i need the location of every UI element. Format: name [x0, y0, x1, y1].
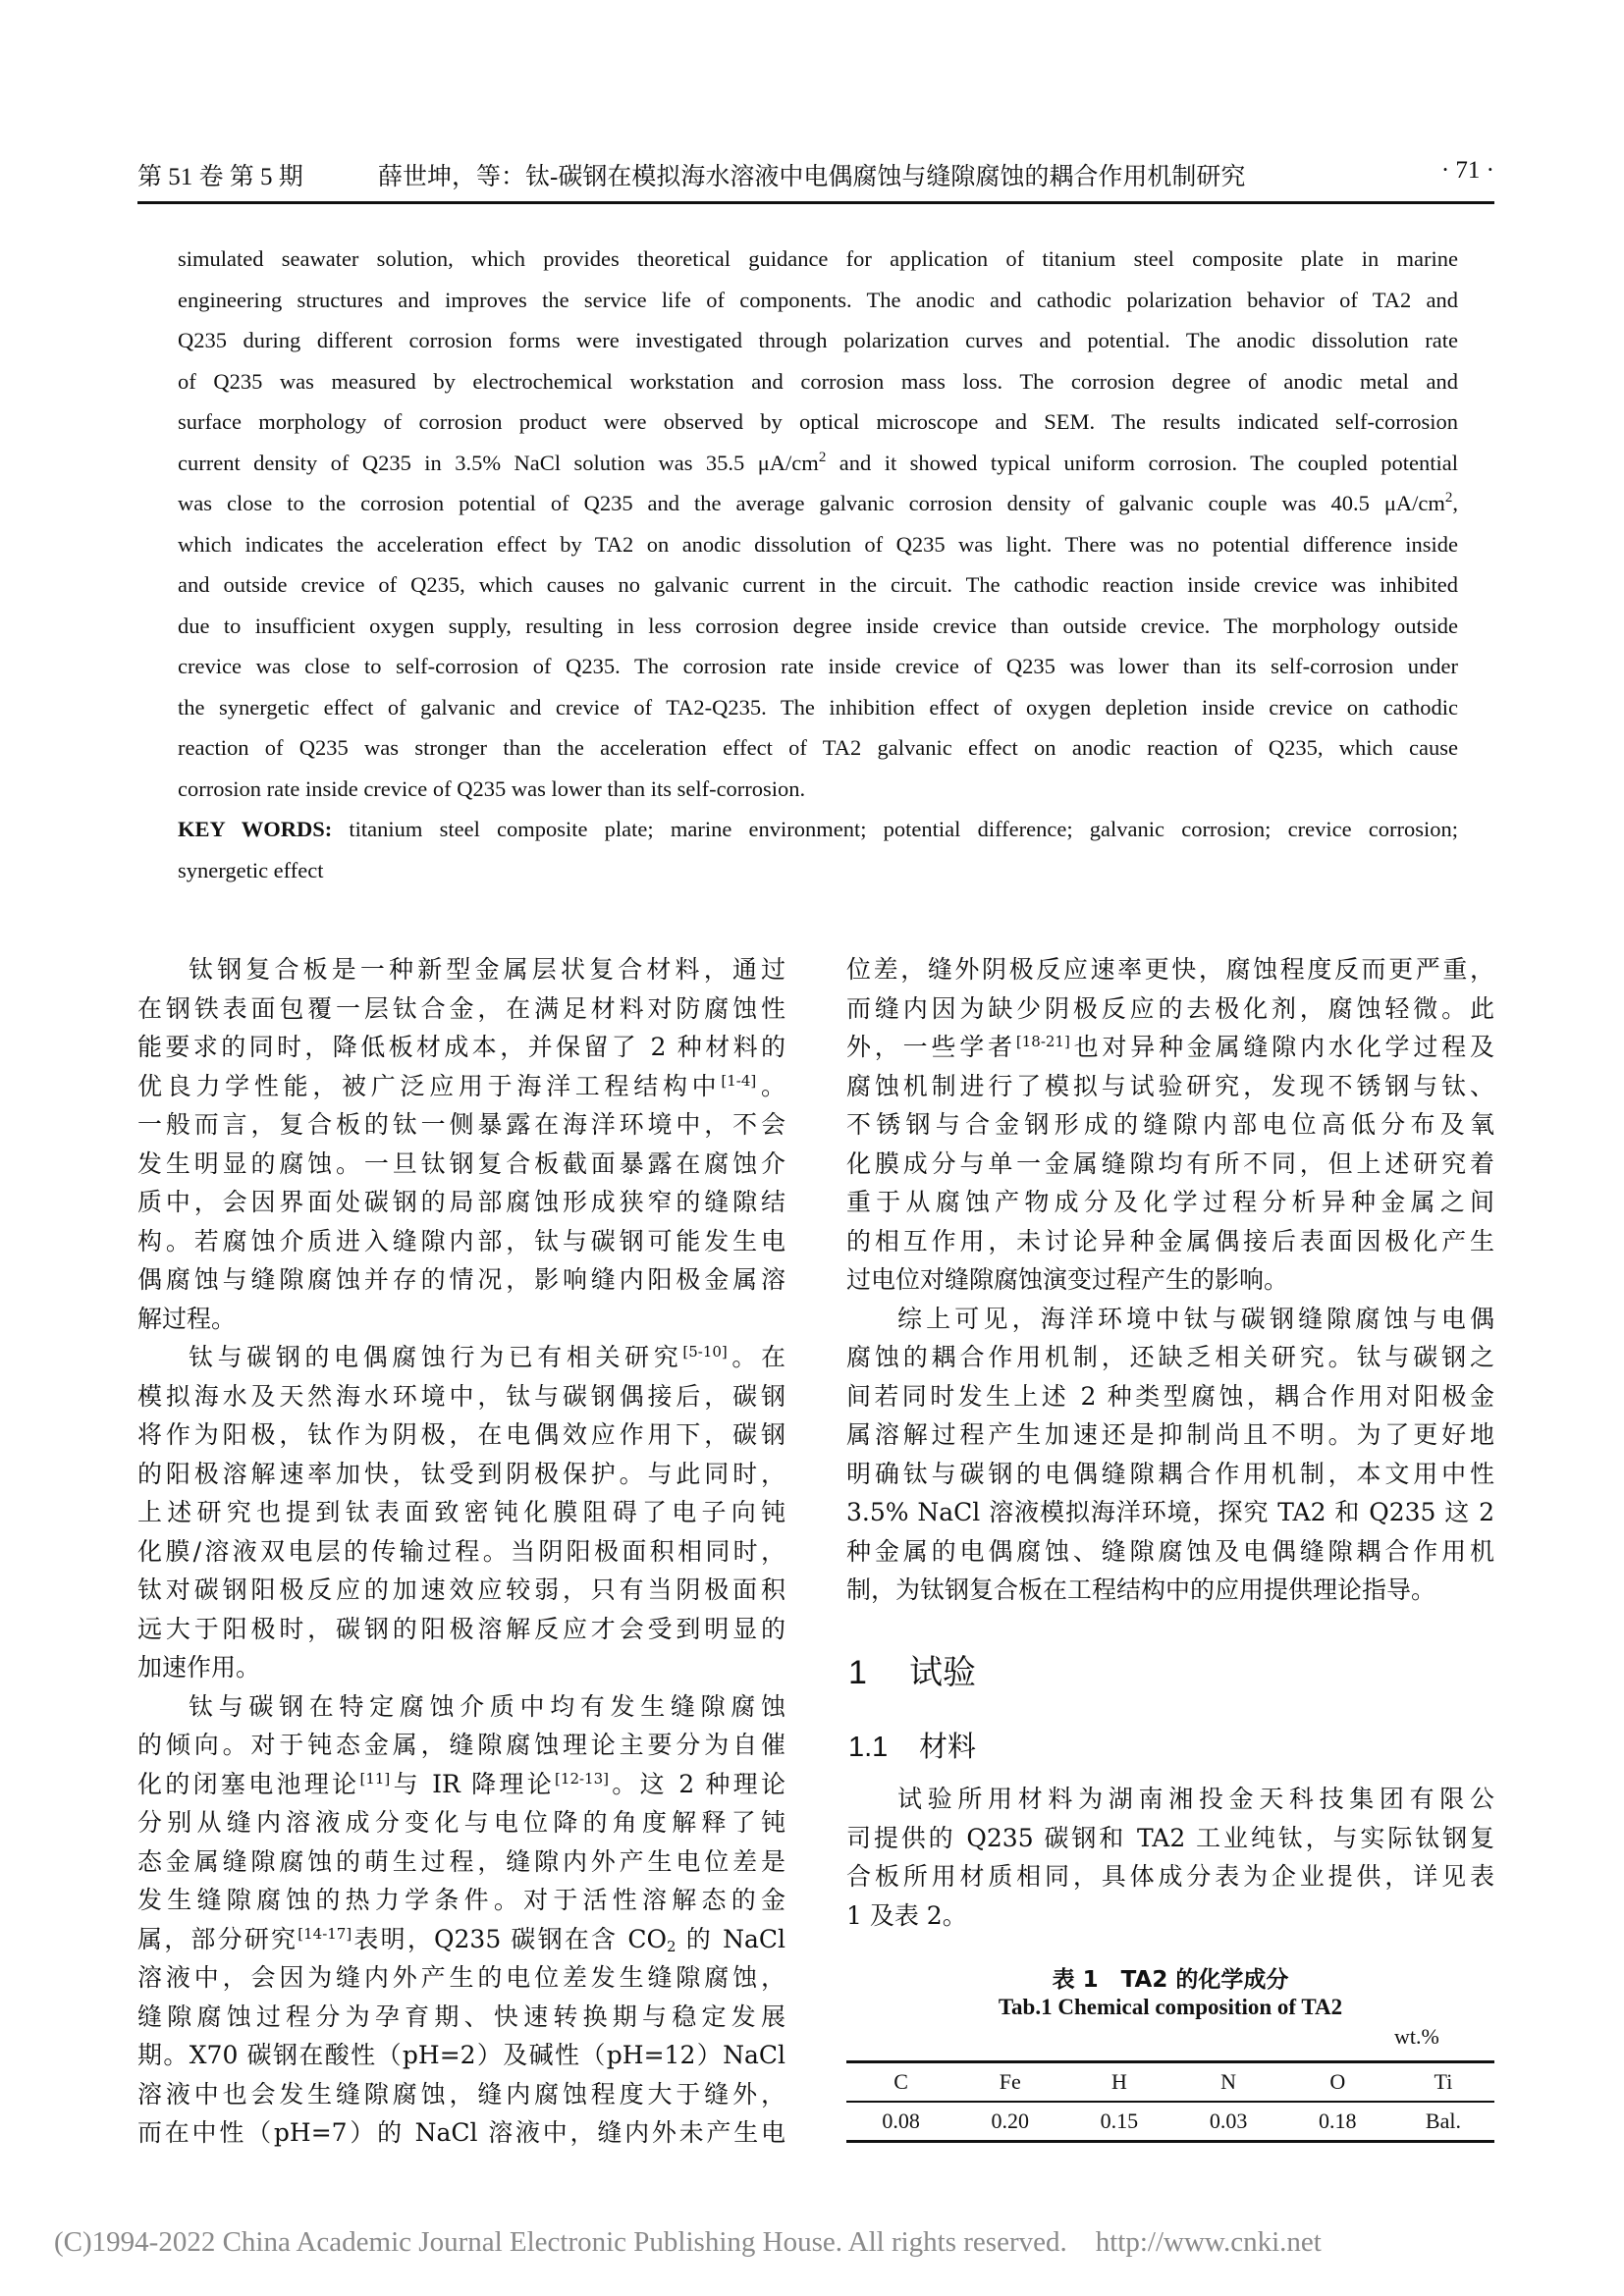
subsection-heading [848, 1725, 976, 1765]
citation-superscript: [14-17] [298, 1924, 352, 1943]
keywords-line [178, 850, 1458, 891]
text-run: 溶液中也会发生缝隙腐蚀，缝内腐蚀程度大于缝外， [137, 2079, 785, 2109]
page-number: · 71 · [1440, 157, 1494, 184]
text-run: and it showed typical uniform corrosion. The coupled potential [826, 450, 1458, 475]
text-line [137, 1145, 785, 1184]
text-run: 钛与碳钢的电偶腐蚀行为已有相关研究 [189, 1343, 683, 1371]
text-line [137, 1260, 785, 1300]
table-cell: Bal. [1425, 2109, 1461, 2133]
composition-table [846, 2060, 1494, 2143]
text-line [137, 1687, 785, 1727]
text-line [137, 1958, 785, 1998]
citation-superscript: 2 [1444, 490, 1453, 506]
text-run: 明确钛与碳钢的电偶缝隙耦合作用机制，本文用中性 [846, 1459, 1494, 1488]
text-run: which indicates the acceleration effect by TA2 on anodic dissolution of Q235 was light. There was no potential difference inside [178, 531, 1458, 557]
text-line [137, 1377, 785, 1416]
text-run: 优良力学性能，被广泛应用于海洋工程结构中 [137, 1071, 722, 1100]
table-header-cell: N [1220, 2069, 1237, 2094]
text-run: simulated seawater solution, which provides theoretical guidance for application of titanium steel composite plate in marine [178, 246, 1458, 271]
paragraph [846, 1780, 1494, 1935]
text-line [846, 989, 1494, 1029]
abstract-line [178, 280, 1458, 321]
abstract-line [178, 361, 1458, 402]
table-cell: 0.18 [1319, 2109, 1357, 2133]
text-run: was close to the corrosion potential of Q235 and the average galvanic corrosion density of galvanic couple was 40.5 μA/cm [178, 491, 1445, 515]
text-line [137, 1105, 785, 1145]
citation-superscript: [11] [359, 1769, 391, 1788]
text-run: 远大于阳极时，碳钢的阳极溶解反应才会受到明显的 [137, 1614, 785, 1643]
running-head [137, 157, 1494, 192]
text-line [137, 1765, 785, 1804]
text-run: 也对异种金属缝隙内水化学过程及 [1069, 1033, 1494, 1061]
abstract-line [178, 606, 1458, 647]
text-line [846, 950, 1494, 989]
text-line [137, 1803, 785, 1842]
text-line [846, 1067, 1494, 1106]
text-run: 合板所用材质相同，具体成分表为企业提供，详见表 [846, 1862, 1494, 1891]
citation-superscript: [18-21] [1015, 1033, 1070, 1050]
table-caption-cn: 表 1 TA2 的化学成分 [1052, 1967, 1289, 1993]
text-line [137, 1610, 785, 1649]
table-row [846, 2102, 1494, 2142]
subsection-title: 材料 [919, 1732, 977, 1763]
table-header-row [846, 2062, 1494, 2103]
text-run: 外，一些学者 [846, 1033, 1016, 1061]
table-cell: 0.08 [882, 2109, 920, 2133]
keywords-text: titanium steel composite plate; marine environment; potential difference; galvanic corrosion; crevice corrosion; [332, 817, 1458, 841]
text-line [846, 1896, 1494, 1936]
cnki-link[interactable]: http://www.cnki.net [1095, 2226, 1322, 2258]
text-run: 缝隙腐蚀过程分为孕育期、快速转换期与稳定发展 [137, 2002, 785, 2031]
section-title: 试验 [909, 1654, 976, 1691]
paragraph [846, 950, 1494, 1300]
text-run: 与 IR 降理论 [390, 1769, 556, 1798]
text-run: 质中，会因界面处碳钢的局部腐蚀形成狭窄的缝隙结 [137, 1188, 785, 1216]
paragraph [137, 1687, 785, 2153]
text-line [846, 1260, 1494, 1300]
text-run: 间若同时发生上述 2 种类型腐蚀，耦合作用对阳极金 [846, 1381, 1494, 1411]
abstract-line [178, 564, 1458, 606]
text-line [137, 989, 785, 1029]
text-line [137, 1493, 785, 1532]
keywords-line [178, 809, 1458, 850]
text-run: due to insufficient oxygen supply, resulting in less corrosion degree inside crevice than outside crevice. The morphology outside [178, 613, 1458, 638]
text-run: 态金属缝隙腐蚀的萌生过程，缝隙内外产生电位差是 [137, 1846, 785, 1876]
text-run: 模拟海水及天然海水环境中，钛与碳钢偶接后，碳钢 [137, 1381, 785, 1411]
text-line [846, 1415, 1494, 1455]
table-cell: 0.15 [1100, 2109, 1139, 2133]
text-run: 在钢铁表面包覆一层钛合金，在满足材料对防腐蚀性 [137, 993, 785, 1023]
paragraph [846, 1300, 1494, 1610]
table-cell: 0.03 [1209, 2109, 1248, 2133]
body-column-left [137, 950, 785, 2153]
abstract-line [178, 646, 1458, 687]
text-run: 加速作用。 [137, 1653, 261, 1682]
abstract-line [178, 687, 1458, 728]
text-run: 属溶解过程产生加速还是抑制尚且不明。为了更好地 [846, 1420, 1494, 1449]
text-run: 钛钢复合板是一种新型金属层状复合材料，通过 [189, 955, 785, 984]
text-run: 发生缝隙腐蚀的热力学条件。对于活性溶解态的金 [137, 1886, 785, 1914]
text-run: 。在 [727, 1343, 785, 1371]
text-run: 不锈钢与合金钢形成的缝隙内部电位高低分布及氧 [846, 1110, 1494, 1139]
citation-superscript: [5-10] [682, 1343, 728, 1361]
text-run: reaction of Q235 was stronger than the acceleration effect of TA2 galvanic effect on anodic reaction of Q235, which cause [178, 735, 1458, 760]
text-run: 偶腐蚀与缝隙腐蚀并存的情况，影响缝内阳极金属溶 [137, 1265, 785, 1294]
text-run: 3.5% NaCl 溶液模拟海洋环境，探究 TA2 和 Q235 这 2 [846, 1498, 1494, 1526]
materials-paragraph [846, 1780, 1494, 1935]
text-run: surface morphology of corrosion product were observed by optical microscope and SEM. The results indicated self-corrosion [178, 409, 1458, 434]
abstract-line [178, 239, 1458, 280]
text-line [846, 1105, 1494, 1145]
text-run: 属，部分研究 [137, 1924, 298, 1953]
abstract-line [178, 524, 1458, 565]
text-line [137, 1726, 785, 1765]
text-line [846, 1338, 1494, 1377]
text-line [846, 1377, 1494, 1416]
table-header-cell: H [1110, 2069, 1127, 2094]
text-line [137, 950, 785, 989]
text-run: crevice was close to self-corrosion of Q235. The corrosion rate inside crevice of Q235 was lower than its self-corrosion under [178, 654, 1458, 678]
text-line [137, 1222, 785, 1261]
text-run: current density of Q235 in 3.5% NaCl solution was 35.5 μA/cm [178, 450, 819, 475]
text-run: 化膜成分与单一金属缝隙均有所不同，但上述研究着 [846, 1148, 1494, 1178]
body-column-right [846, 950, 1494, 1610]
text-line [846, 1819, 1494, 1858]
text-run: 试验所用材料为湖南湘投金天科技集团有限公 [897, 1785, 1494, 1813]
text-run: of Q235 was measured by electrochemical workstation and corrosion mass loss. The corrosion degree of anodic metal and [178, 368, 1458, 394]
text-run: 重于从腐蚀产物成分及化学过程分析异种金属之间 [846, 1188, 1494, 1216]
citation-superscript: [1-4] [721, 1071, 757, 1090]
text-run: 钛与碳钢在特定腐蚀介质中均有发生缝隙腐蚀 [189, 1691, 785, 1721]
text-line [137, 2113, 785, 2153]
text-line [137, 1415, 785, 1455]
text-run: 的倾向。对于钝态金属，缝隙腐蚀理论主要分为自催 [137, 1731, 785, 1759]
english-abstract [178, 239, 1458, 890]
text-run: 表明，Q235 碳钢在含 CO [352, 1924, 668, 1953]
text-run: 种金属的电偶腐蚀、缝隙腐蚀及电偶缝隙耦合作用机 [846, 1536, 1494, 1566]
abstract-line [178, 483, 1458, 524]
journal-volume-issue: 第 51 卷 第 5 期 [137, 164, 303, 190]
paragraph [137, 1338, 785, 1687]
text-run: 腐蚀的耦合作用机制，还缺乏相关研究。钛与碳钢之 [846, 1343, 1494, 1371]
text-run: 化膜/溶液双电层的传输过程。当阴阳极面积相同时， [137, 1536, 785, 1566]
text-run: 分别从缝内溶液成分变化与电位降的角度解释了钝 [137, 1808, 785, 1837]
text-line [137, 1842, 785, 1882]
text-run: 1 及表 2。 [846, 1900, 967, 1930]
text-run: 化的闭塞电池理论 [137, 1769, 360, 1798]
text-run: 构。若腐蚀介质进入缝隙内部，钛与碳钢可能发生电 [137, 1226, 785, 1255]
text-line [846, 1571, 1494, 1610]
citation-superscript: [12-13] [555, 1769, 609, 1788]
text-line [137, 1028, 785, 1067]
table-header-cell: Fe [999, 2069, 1021, 2094]
copyright-footer [54, 2226, 1322, 2259]
text-line [137, 1183, 785, 1222]
citation-superscript: 2 [818, 449, 827, 465]
text-run: 上述研究也提到钛表面致密钝化膜阻碍了电子向钝 [137, 1498, 785, 1526]
text-run: 的 NaCl [676, 1924, 785, 1953]
text-run: 的相互作用，未讨论异种金属偶接后表面因极化产生 [846, 1226, 1494, 1255]
subscript: 2 [667, 1937, 677, 1955]
text-run: 溶液中，会因为缝内外产生的电位差发生缝隙腐蚀， [137, 1963, 785, 1992]
table-header-cell: C [893, 2069, 908, 2094]
text-run: the synergetic effect of galvanic and crevice of TA2-Q235. The inhibition effect of oxygen depletion inside crevice on cathodic [178, 694, 1458, 720]
text-line [846, 1183, 1494, 1222]
copyright-text: (C)1994-2022 China Academic Journal Electronic Publishing House. All rights reserved. [54, 2226, 1067, 2258]
table-unit: wt.% [1394, 2024, 1439, 2049]
text-run: 而缝内因为缺少阴极反应的去极化剂，腐蚀轻微。此 [846, 993, 1494, 1023]
text-run: 位差，缝外阴极反应速率更快，腐蚀程度反而更严重， [846, 955, 1494, 984]
text-run: 期。X70 碳钢在酸性（pH=2）及碱性（pH=12）NaCl [137, 2041, 785, 2069]
text-run: 的阳极溶解速率加快，钛受到阴极保护。与此同时， [137, 1459, 785, 1488]
abstract-line [178, 401, 1458, 443]
abstract-line [178, 443, 1458, 484]
text-run: 司提供的 Q235 碳钢和 TA2 工业纯钛，与实际钛钢复 [846, 1823, 1494, 1852]
text-run: 钛对碳钢阳极反应的加速效应较弱，只有当阴极面积 [137, 1575, 785, 1604]
text-line [137, 1648, 785, 1687]
section-heading [848, 1645, 976, 1693]
text-run: 制，为钛钢复合板在工程结构中的应用提供理论指导。 [846, 1575, 1436, 1604]
text-run: 一般而言，复合板的钛一侧暴露在海洋环境中，不会 [137, 1110, 785, 1139]
text-line [846, 1493, 1494, 1532]
keywords-text: synergetic effect [178, 857, 324, 882]
text-run: , [1452, 491, 1458, 515]
text-run: 将作为阳极，钛作为阴极，在电偶效应作用下，碳钢 [137, 1420, 785, 1449]
text-line [846, 1222, 1494, 1261]
text-run: corrosion rate inside crevice of Q235 was lower than its self-corrosion. [178, 775, 806, 801]
text-run: 发生明显的腐蚀。一旦钛钢复合板截面暴露在腐蚀介 [137, 1148, 785, 1178]
text-run: 腐蚀机制进行了模拟与试验研究，发现不锈钢与钛、 [846, 1071, 1494, 1100]
text-line [137, 1300, 785, 1339]
text-line [137, 1532, 785, 1572]
text-line [846, 1300, 1494, 1339]
abstract-line [178, 320, 1458, 361]
text-line [137, 1571, 785, 1610]
text-line [846, 1028, 1494, 1067]
abstract-line [178, 769, 1458, 810]
text-run: and outside crevice of Q235, which causes no galvanic current in the circuit. The cathodic reaction inside crevice was inhibited [178, 572, 1458, 597]
text-run: 。这 2 种理论 [609, 1769, 785, 1798]
text-run: Q235 during different corrosion forms were investigated through polarization curves and potential. The anodic dissolution rate [178, 328, 1458, 352]
text-run: 。 [756, 1071, 785, 1100]
text-line [137, 1920, 785, 1959]
abstract-line [178, 727, 1458, 769]
text-line [137, 1998, 785, 2037]
text-run: 过电位对缝隙腐蚀演变过程产生的影响。 [846, 1265, 1289, 1294]
text-line [846, 1532, 1494, 1572]
text-run: 综上可见，海洋环境中钛与碳钢缝隙腐蚀与电偶 [897, 1304, 1494, 1333]
text-line [846, 1145, 1494, 1184]
text-line [846, 1455, 1494, 1494]
subsection-number: 1.1 [848, 1732, 889, 1763]
table-header-cell: O [1329, 2069, 1346, 2094]
text-line [137, 1067, 785, 1106]
text-line [137, 2075, 785, 2114]
table-caption-en: Tab.1 Chemical composition of TA2 [998, 1995, 1343, 2019]
paragraph [137, 950, 785, 1338]
text-run: 而在中性（pH=7）的 NaCl 溶液中，缝内外未产生电 [137, 2118, 785, 2147]
running-title: 薛世坤，等：钛-碳钢在模拟海水溶液中电偶腐蚀与缝隙腐蚀的耦合作用机制研究 [378, 164, 1246, 190]
text-line [137, 2036, 785, 2075]
text-line [137, 1881, 785, 1920]
section-number: 1 [848, 1654, 867, 1691]
table-cell: 0.20 [991, 2109, 1029, 2133]
text-run: engineering structures and improves the service life of components. The anodic and cathodic polarization behavior of TA2 and [178, 287, 1458, 312]
keywords-label: KEY WORDS: [178, 817, 333, 841]
text-run: 解过程。 [137, 1304, 237, 1333]
text-run: 能要求的同时，降低板材成本，并保留了 2 种材料的 [137, 1033, 785, 1061]
table-header-cell: Ti [1434, 2069, 1453, 2094]
text-line [846, 1780, 1494, 1819]
text-line [137, 1455, 785, 1494]
text-line [846, 1857, 1494, 1896]
text-line [137, 1338, 785, 1377]
header-rule [137, 201, 1494, 204]
